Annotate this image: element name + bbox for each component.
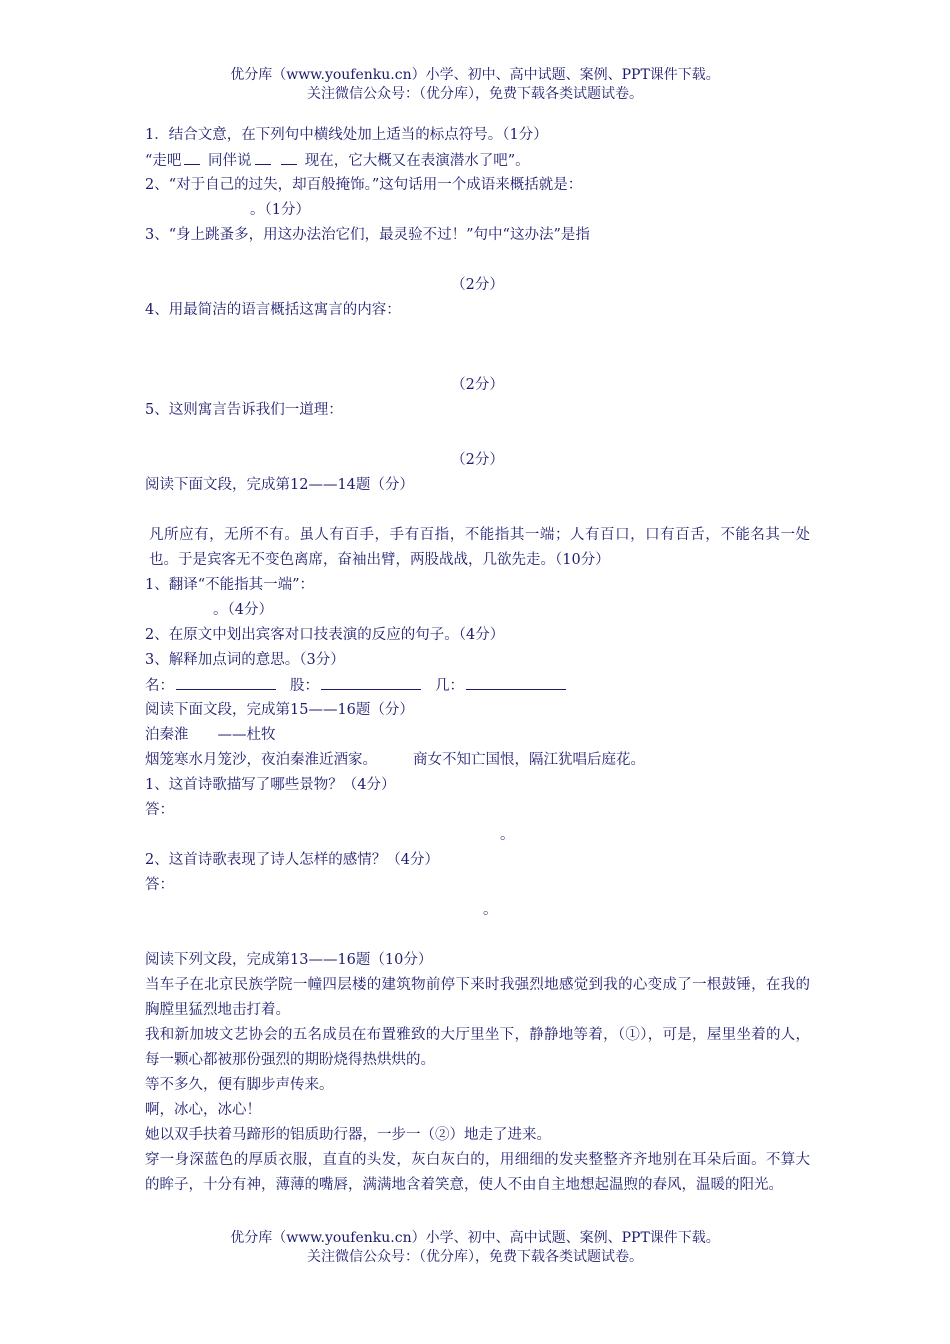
question-4-score: （2分） [451, 377, 504, 393]
section-2-intro: 阅读下面文段，完成第12——14题（分） [145, 477, 414, 493]
section-3-intro: 阅读下面文段，完成第15——16题（分） [145, 702, 414, 718]
answer-end-mark: 。 [500, 827, 515, 843]
question-1-sentence [145, 148, 810, 173]
answer-space [145, 248, 810, 273]
sentence-part-a: “走吧 [145, 153, 182, 169]
question-5: 5、这则寓言告诉我们一道理： [145, 402, 343, 418]
page-footer [0, 1229, 950, 1267]
answer-end-mark: 。 [483, 902, 498, 918]
page-header [0, 66, 950, 104]
punctuation-blank-3[interactable] [281, 148, 297, 165]
definition-blank-2[interactable] [321, 673, 421, 690]
answer-space [145, 423, 810, 448]
document-body [145, 123, 810, 1198]
section-2-question-2: 2、在原文中划出宾客对口技表演的反应的句子。（4分） [145, 627, 505, 643]
answer-label: 答： [145, 877, 174, 893]
term-label-1: 名： [145, 678, 174, 694]
definition-blank-1[interactable] [176, 673, 276, 690]
passage-paragraph: 当车子在北京民族学院一幢四层楼的建筑物前停下来时我强烈地感觉到我的心变成了一根鼓锤，在我的胸膛里猛烈地击打着。 [145, 977, 810, 1018]
header-line-2: 关注微信公众号：（优分库），免费下载各类试题试卷。 [307, 86, 643, 102]
term-label-2: 股： [290, 678, 319, 694]
answer-label: 答： [145, 802, 174, 818]
section-2-question-1-score: 。（4分） [213, 602, 273, 618]
section-2-passage: 凡所应有，无所不有。虽人有百手，手有百指，不能指其一端；人有百口，口有百舌，不能名其一处也。于是宾客无不变色离席，奋袖出臂，两股战战，几欲先走。（10分） [149, 527, 810, 568]
word-definitions [145, 673, 810, 698]
sentence-part-b: 同伴说 [208, 153, 252, 169]
poem-line-1: 烟笼寒水月笼沙，夜泊秦淮近酒家。 [145, 752, 377, 768]
passage-paragraph: 穿一身深蓝色的厚质衣服，直直的头发，灰白灰白的，用细细的发夹整整齐齐地别在耳朵后面。不算大的眸子，十分有神，薄薄的嘴唇，满满地含着笑意，使人不由自主地想起温煦的春风，温暖的阳光。 [145, 1152, 810, 1193]
answer-space [145, 348, 810, 373]
definition-blank-3[interactable] [466, 673, 566, 690]
footer-line-2: 关注微信公众号：（优分库），免费下载各类试题试卷。 [307, 1249, 643, 1265]
section-2-question-3: 3、解释加点词的意思。（3分） [145, 652, 345, 668]
poem-title: 泊秦淮 ——杜牧 [145, 727, 276, 743]
passage-paragraph: 我和新加坡文艺协会的五名成员在布置雅致的大厅里坐下，静静地等着，（①），可是，屋里坐着的人，每一颗心都被那份强烈的期盼烧得热烘烘的。 [145, 1027, 810, 1068]
footer-line-1: 优分库（www.youfenku.cn）小学、初中、高中试题、案例、PPT课件下载。 [230, 1230, 720, 1246]
punctuation-blank-2[interactable] [255, 148, 271, 165]
term-label-3: 几： [435, 678, 464, 694]
sentence-part-c: 现在，它大概又在表演潜水了吧”。 [304, 153, 530, 169]
section-3-question-1: 1、这首诗歌描写了哪些景物？（4分） [145, 777, 396, 793]
poem-line-2: 商女不知亡国恨，隔江犹唱后庭花。 [413, 752, 645, 768]
passage-paragraph: 啊，冰心，冰心！ [145, 1102, 261, 1118]
section-4-intro: 阅读下列文段，完成第13——16题（10分） [145, 952, 433, 968]
question-3: 3、“身上跳蚤多，用这办法治它们，最灵验不过！”句中“这办法”是指 [145, 227, 590, 243]
poem-text [145, 748, 810, 773]
question-2-score: 。（1分） [250, 202, 310, 218]
question-3-score: （2分） [451, 277, 504, 293]
question-5-score: （2分） [451, 452, 504, 468]
answer-space [145, 323, 810, 348]
question-2: 2、“对于自己的过失，却百般掩饰。”这句话用一个成语来概括就是： [145, 177, 583, 193]
section-2-question-1: 1、翻译“不能指其一端”： [145, 577, 315, 593]
question-4: 4、用最简洁的语言概括这寓言的内容： [145, 302, 401, 318]
passage-paragraph: 等不多久，便有脚步声传来。 [145, 1077, 334, 1093]
passage-paragraph: 她以双手扶着马蹄形的铝质助行器，一步一（②）地走了进来。 [145, 1127, 551, 1143]
header-line-1: 优分库（www.youfenku.cn）小学、初中、高中试题、案例、PPT课件下载。 [230, 67, 720, 83]
punctuation-blank-1[interactable] [184, 148, 200, 165]
section-3-question-2: 2、这首诗歌表现了诗人怎样的感情？（4分） [145, 852, 439, 868]
question-1: 1．结合文意，在下列句中横线处加上适当的标点符号。（1分） [145, 127, 548, 143]
spacer [145, 923, 810, 948]
spacer [145, 498, 810, 523]
